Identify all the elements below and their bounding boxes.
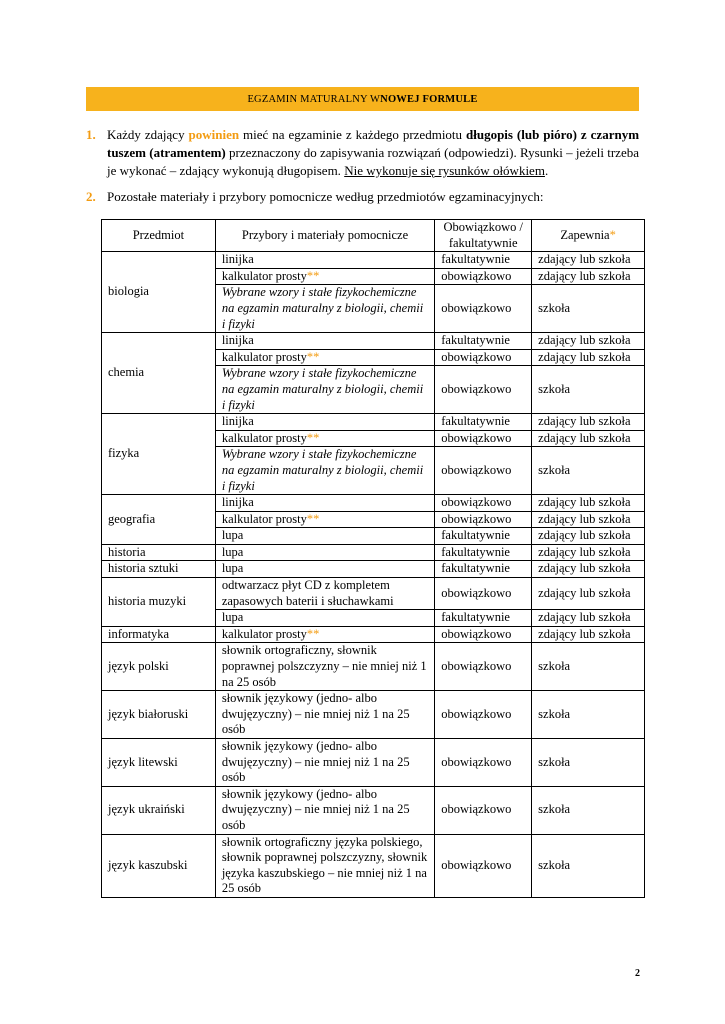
table-row: język polski słownik ortograficzny, słownik poprawnej polszczyzny – nie mniej niż 1 na 25 osób obowiązkowo szkoła (102, 643, 645, 691)
header-mandatory: Obowiązkowo / fakultatywnie (435, 220, 532, 252)
subject-cell: język kaszubski (102, 834, 216, 897)
table-row: kalkulator prosty** obowiązkowo zdający lub szkoła (102, 349, 645, 366)
section-2-text: Pozostałe materiały i przybory pomocnicze według przedmiotów egzaminacyjnych: (107, 189, 544, 204)
subject-cell: geografia (102, 495, 216, 545)
subject-cell: chemia (102, 333, 216, 414)
materials-table (101, 219, 645, 898)
table-row: Wybrane wzory i stałe fizykochemiczne na egzamin maturalny z biologii, chemii i fizyki obowiązkowo szkoła (102, 366, 645, 414)
header-title-part2: NOWEJ FORMULE (380, 93, 478, 105)
subject-cell: biologia (102, 252, 216, 333)
table-row: język ukraiński słownik językowy (jedno- albo dwujęzyczny) – nie mniej niż 1 na 25 osób obowiązkowo szkoła (102, 786, 645, 834)
table-row: Wybrane wzory i stałe fizykochemiczne na egzamin maturalny z biologii, chemii i fizyki obowiązkowo szkoła (102, 285, 645, 333)
table-row: geografia linijka obowiązkowo zdający lub szkoła (102, 495, 645, 512)
table-row: język kaszubski słownik ortograficzny języka polskiego, słownik poprawnej polszczyzny, słownik języka kaszubskiego – nie mniej niż 1 na 25 osób obowiązkowo szkoła (102, 834, 645, 897)
section-2 (86, 188, 639, 206)
subject-cell: fizyka (102, 414, 216, 495)
table-row: fizyka linijka fakultatywnie zdający lub szkoła (102, 414, 645, 431)
table-row: język białoruski słownik językowy (jedno- albo dwujęzyczny) – nie mniej niż 1 na 25 osób obowiązkowo szkoła (102, 691, 645, 739)
section-1 (86, 126, 639, 180)
table-row: biologia linijka fakultatywnie zdający lub szkoła (102, 252, 645, 269)
subject-cell: język ukraiński (102, 786, 216, 834)
table-row: język litewski słownik językowy (jedno- albo dwujęzyczny) – nie mniej niż 1 na 25 osób obowiązkowo szkoła (102, 739, 645, 787)
table-row: Wybrane wzory i stałe fizykochemiczne na egzamin maturalny z biologii, chemii i fizyki obowiązkowo szkoła (102, 447, 645, 495)
subject-cell: język litewski (102, 739, 216, 787)
table-row: kalkulator prosty** obowiązkowo zdający lub szkoła (102, 430, 645, 447)
subject-cell: historia sztuki (102, 561, 216, 578)
table-header-row (102, 220, 645, 252)
subject-cell: język białoruski (102, 691, 216, 739)
header-materials: Przybory i materiały pomocnicze (215, 220, 434, 252)
subject-cell: język polski (102, 643, 216, 691)
highlight-word: powinien (188, 127, 240, 142)
bold-pen-requirement: długopis (lub pióro) z czarnym tuszem (atramentem) (107, 127, 640, 160)
subject-cell: historia (102, 544, 216, 561)
header-title-part1: EGZAMIN MATURALNY W (247, 93, 381, 105)
table-row: informatyka kalkulator prosty** obowiązkowo zdający lub szkoła (102, 626, 645, 643)
table-row: kalkulator prosty** obowiązkowo zdający lub szkoła (102, 511, 645, 528)
header-provides: Zapewnia* (532, 220, 645, 252)
section-1-text: Każdy zdający powinien mieć na egzaminie z każdego przedmiotu długopis (lub pióro) z czarnym tuszem (atramentem) przeznaczony do zapisywania rozwiązań (odpowiedzi). Rysunki – jeżeli trzeba je wykonać – zdający wykonują długopisem. Nie wykonuje się rysunków ołówkiem. (107, 127, 640, 178)
section-1-number: 1. (86, 127, 96, 142)
table-row: lupa fakultatywnie zdający lub szkoła (102, 610, 645, 627)
table-row: lupa fakultatywnie zdający lub szkoła (102, 528, 645, 545)
section-2-number: 2. (86, 189, 96, 204)
underlined-pencil-note: Nie wykonuje się rysunków ołówkiem (344, 163, 545, 178)
table-row: historia sztuki lupa fakultatywnie zdający lub szkoła (102, 561, 645, 578)
page-number: 2 (635, 968, 640, 979)
table-row: historia lupa fakultatywnie zdający lub szkoła (102, 544, 645, 561)
page-header-banner (86, 87, 639, 111)
header-subject: Przedmiot (102, 220, 216, 252)
table-row: kalkulator prosty** obowiązkowo zdający lub szkoła (102, 268, 645, 285)
subject-cell: informatyka (102, 626, 216, 643)
table-row: historia muzyki odtwarzacz płyt CD z kompletem zapasowych baterii i słuchawkami obowiązkowo zdający lub szkoła (102, 578, 645, 610)
table-row: chemia linijka fakultatywnie zdający lub szkoła (102, 333, 645, 350)
subject-cell: historia muzyki (102, 578, 216, 627)
